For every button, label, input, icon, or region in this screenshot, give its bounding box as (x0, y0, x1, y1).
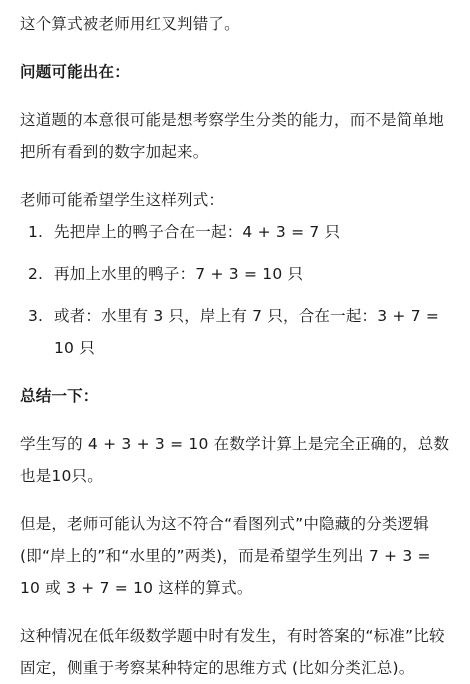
summary-heading: 总结一下： (20, 387, 99, 405)
list-number: 3. (28, 307, 44, 325)
summary-paragraph-3: 这种情况在低年级数学题中时有发生，有时答案的“标准”比较固定，侧重于考察某种特定的思维方式 (比如分类汇总)。 (20, 627, 445, 677)
list-item-text: 先把岸上的鸭子合在一起：4 + 3 = 7 只 (54, 223, 341, 241)
list-item (20, 258, 452, 290)
problem-text: 这道题的本意很可能是想考察学生分类的能力，而不是简单地把所有看到的数字加起来。 (20, 111, 444, 161)
list-number: 2. (28, 265, 44, 283)
steps-list (20, 216, 452, 364)
intro-text: 这个算式被老师用红叉判错了。 (20, 15, 240, 33)
list-number: 1. (28, 223, 44, 241)
teacher-lead-text: 老师可能希望学生这样列式： (20, 191, 225, 209)
list-item-text: 或者：水里有 3 只，岸上有 7 只，合在一起：3 + 7 = 10 只 (54, 307, 440, 357)
list-item-text: 再加上水里的鸭子：7 + 3 = 10 只 (54, 265, 304, 283)
summary-paragraph-2: 但是，老师可能认为这不符合“看图列式”中隐藏的分类逻辑 (即“岸上的”和“水里的”两类)，而是希望学生列出 7 + 3 = 10 或 3 + 7 = 10 这样的算式。 (20, 515, 431, 597)
summary-paragraph-1: 学生写的 4 + 3 + 3 = 10 在数学计算上是完全正确的，总数也是10只。 (20, 435, 450, 485)
problem-heading: 问题可能出在： (20, 63, 130, 81)
list-item (20, 216, 452, 248)
list-item (20, 300, 452, 364)
